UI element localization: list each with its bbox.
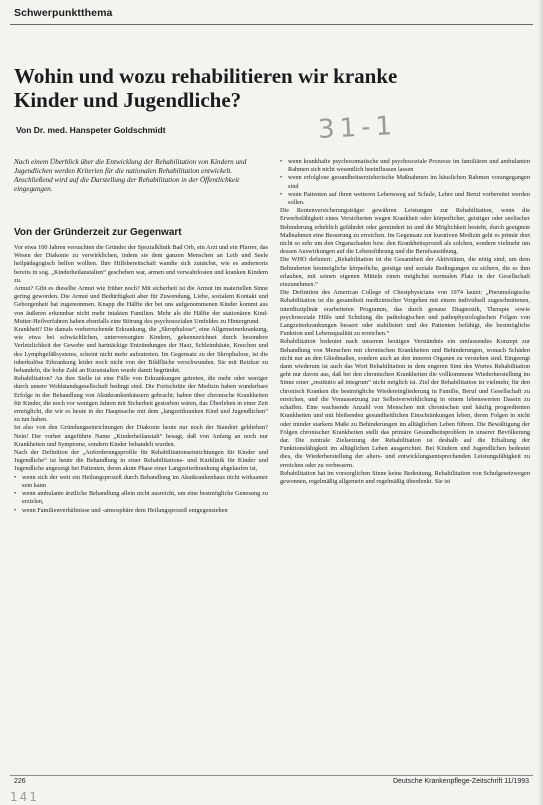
paragraph: Die WHO definiert: „Rehabilitation ist die Gesamtheit der Aktivitäten, die nötig sind, um dem Behinderten bestmögliche körperliche, geistige und soziale Bedingungen zu sichern, die es ihm erlauben, mit seinen eigenen Mitteln einen möglichst normalen Platz in der Gesellschaft einzunehmen.“ (280, 256, 530, 289)
paragraph: Ist also von den Gründungseinrichtungen der Diakonie heute nur noch der Standort geblieben? Nein! Der vorher angeführte Name „Kinderheilanstalt“ besagt, daß von Anfang an noch nur Krankheiten und Symptome, sondern Kinder behandelt wurden. (14, 424, 268, 448)
paragraph: Armut? Gibt es dieselbe Armut wie früher noch? Mit sicherheit ist die Armut im materiellen Sinne gering geworden. Die Armut und Bedürftigkeit aber für Zuwendung, Liebe, sozialem Kontakt und Geborgenheit hat zugenommen. Knapp die Hälfte der bei uns aufgenommenen Kinder kommt aus von äußeren erkennbar nicht mehr intakten Familien. Mehr als die Hälfte der stationären Kind-Mutter-Heilverfahren haben ebenfalls eine Störung des psychosozialen Umfeldes zu Hintergrund. (14, 285, 268, 325)
page-edge-shadow (538, 0, 543, 805)
journal-citation: Deutsche Krankenpflege-Zeitschrift 11/1993 (392, 778, 529, 785)
paragraph: Die Rentenversicherungsträger gewähren Leistungen zur Rehabilitation, wenn die Erwerbsfähigkeit eines Versicherten wegen Krankheit oder körperlicher, geistiger oder seelischer Behinderung erheblich gefährdet oder gemindert ist und die Möglichkeit besteht, durch geeignete Maßnahmen eine Besserung zu erreichen. Im Gegensatz zur kurativen Medizin geht es primär dort nicht so sehr um den Organschaden bzw. den Krankheitsprozeß als solchen, sondern vielmehr um dessen Auswirkungen auf die Lebensführung und die Berufsausübung. (280, 207, 530, 256)
list-item: • wenn krankhafte psychosomatische und psychosoziale Prozesse im familiären und ambulanten Rahmen sich nicht wesentlich beeinflussen lassen (280, 158, 530, 174)
footer-rule (10, 775, 533, 776)
handwritten-note: 141 (10, 790, 39, 804)
list-item: • wenn Familienverhältnisse und -atmosphäre dem Heilungsprozeß entgegenstehen (14, 507, 268, 515)
paragraph: Rehabilitation? An ihre Stelle ist eine Fülle von Erkrankungen getreten, die mehr oder weniger durch unsere Wohlstandsgesellschaft bedingt sind. Die Fortschritte der Medizin haben wunderbare Erfolge in der Behandlung von Akutkrankenhäusern gebracht; haben über chronische Krankheiten für Kinder, die noch vor wenigen Jahren mit Sicherheit gestorben wären, das Überleben in einer Zeit ermöglicht, die wir es heute in der Hauptsache mit dem „langzeitkranken Kind und Jugendlichen“ zu tun haben. (14, 375, 268, 424)
list-item: • wenn ambulante ärztliche Behandlung allein nicht ausreicht, um eine bestmögliche Genesung zu erzielen, (14, 490, 268, 506)
header-rule (10, 24, 533, 25)
paragraph: Rehabilitation hat im vorsorglichen Sinne keine Bedeutung, Rehabilitation von Schulgesetzwegen gewonnen, regelmäßig allgemein und regelmäßig überdenkt. Sie ist (280, 469, 530, 485)
list-item: • wenn erfolglose gesundheitserzieherische Maßnahmen im häuslichen Rahmen vorangegangen sind (280, 174, 530, 190)
list-item: • wenn sich der weit ein Heilungsprozeß durch Behandlung im Akutkrankenhaus nicht wirksamer sein kann (14, 474, 268, 490)
article-title: Wohin und wozu rehabilitieren wir kranke Kinder und Jugendliche? (14, 64, 398, 112)
paragraph: Die Definition des American College of Chestphysicians von 1974 lautet: „Pneumologische Rehabilitation ist die gesamtheit medizinischer Vorgehen mit einem individuell zugeschnittenen, interdisziplinär erarbeiteten Programm, das durch genaue Diagnostik, Therapie sowie psychosoziale Hilfe und Schulung die pathologischen und pathophysiologischen Folgen von Langzeiterkrankungen bessert oder stabilisiert und der Patienten befähigt, die bestmögliche Funktion und Lebensqualität zu erreichen.“ (280, 289, 530, 338)
list-item: • wenn Patienten auf ihren weiteren Lebensweg auf Schule, Lehre und Beruf vorbereitet werden sollen. (280, 191, 530, 207)
handwritten-mark: 31-1 (317, 110, 398, 146)
article-lead: Nach einem Überblick über die Entwicklung der Rehabilitation von Kindern und Jugendlichen werden Kriterien für die nationalen Rehabilitation entwickelt. Anschließend wird auf die Darstellung der Rehabilitation in der Öffentlichkeit eingegangen. (14, 158, 247, 194)
section-rubric: Schwerpunktthema (14, 7, 113, 19)
bullet-list (14, 474, 268, 515)
article-author: Von Dr. med. Hanspeter Goldschmidt (16, 125, 166, 135)
paragraph: Krankheit? Die damals vorherrschende Erkrankung, die „Skrophulose“, eine Allgemeinerkrankung, wie etwa bei schwächlichen, unterversorgten Kindern, gekennzeichnet durch besondere Verletzlichkeit der Gewebe und hartnäckige Entzündungen der Haut, Schleimhäute, Knochen und des Lymphgefäßsystems, scheint nicht mehr aufzutreten. Im Gegensatz zu der Skrophulose, ist die tuberkulöse Erkrankung leider noch nicht von der Bildfläche verschwunden. Sie mit Reizkur zu behandeln, die hohe Zahl an Kuranstalten wurde damit begründet. (14, 326, 268, 375)
section-heading: Von der Gründerzeit zur Gegenwart (14, 227, 182, 238)
page-number: 226 (14, 778, 26, 785)
bullet-list (280, 158, 530, 207)
right-column (280, 158, 530, 769)
paragraph: Vor etwa 100 Jahren versuchten die Gründer der Spezialklinik Bad Orb, ein Arzt und ein Pfarrer, das Wesen der Diakonie zu verwirklichen, indem sie dem ganzen Menschen an Leib und Seele heilpädagogisch helfen wollten. Ihre Hilfsbereitschaft wandte sich zunächst, wie es andernorts bereits in sog. „Kinderheilanstalten“ geschehen war, armen und verwahrlosten und kranken Kindern zu. (14, 244, 268, 284)
left-column (14, 244, 268, 769)
paragraph: Nach der Definition der „Anforderungsprofile für Rehabilitationseinrichtungen für Kinder und Jugendliche“ ist heute die Behandlung in einer Rehabilitations- und Kurklinik für Kinder und Jugendliche angezeigt bei Patienten, deren akute Phase einer Langzeiterkrankung abgelaufen ist, (14, 449, 268, 473)
paragraph: Rehabilitation bedeutet nach unserem heutigen Verständnis ein umfassendes Konzept zur Behandlung von Menschen mit chronischen Krankheiten und Behinderungen, wonach Schäden nicht nur an den Gliedmaßen, sondern auch an den inneren Organen zu verstehen sind. Eingeengt dann wiederum ist auch das Wort Rehabilitation in dem engeren Sinn des Wortes Rehabilitation geht nur davon aus, daß bei den chronischen Krankheiten die vollkommene Wiederherstellung im Sinne einer „restitutio ad integrum“ nicht möglich ist. Ziel der Rehabilitation ist vielmehr, für den chronisch Kranken die bestmögliche Wiedereingliederung in Familie, Beruf und Gesellschaft zu erreichen, und die Voraussetzung zur Selbstverwirklichung in einem lebenswerten Dasein zu schaffen. Eine wachsende Anzahl von Menschen mit chronischen und häufig progredienten Krankheiten und mit bleibenden gesundheitlichen Einschränkungen leben, deren Folgen in nicht oder minder starkem Maße zu Behinderungen im alltäglichen Leben führen. Die Bewältigung der Folgen chronischer Krankheiten stellt das primäre Gesundheitsproblem in unserer Bevölkerung dar. Die zentrale Zielsetzung der Rehabilitation ist deshalb auf die Erhaltung der Funktionsfähigkeit im alltäglichen Leben ausgerichtet. Bei Kindern und Jugendlichen bedeutet dies, die Wiederherstellung der alters- und entwicklungsentsprechenden Leistungsfähigkeit zu erreichen oder zu verbessern. (280, 338, 530, 469)
